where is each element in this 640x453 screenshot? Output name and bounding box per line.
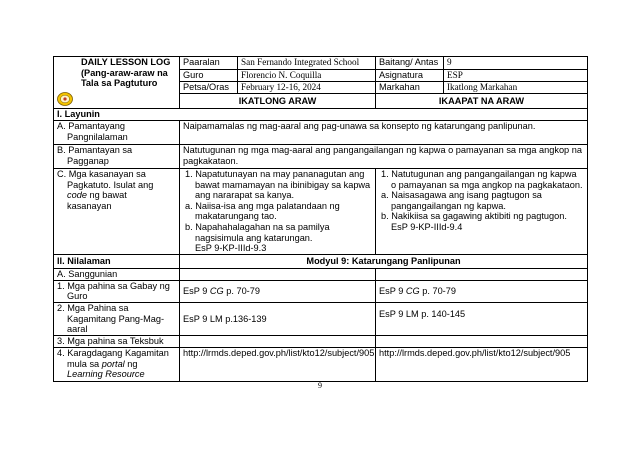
- day4-header: IKAAPAT NA ARAW: [376, 94, 588, 109]
- asignatura-label: Asignatura: [376, 70, 444, 82]
- day4-kasanayan: [376, 169, 588, 255]
- guro-label: Guro: [180, 70, 238, 82]
- modyul-title: Modyul 9: Katarungang Panlipunan: [180, 254, 588, 268]
- karagdagang-kagamitan-label: [54, 347, 180, 381]
- empty-cell: [180, 268, 376, 280]
- label-line: Kagamitang Pang-Mag-: [67, 313, 165, 324]
- page-number: 9: [318, 381, 322, 390]
- day3-lrmds-link[interactable]: http://lrmds.deped.gov.ph/list/kto12/subject/905: [180, 347, 376, 381]
- nilalaman-heading: II. Nilalaman: [54, 254, 180, 268]
- empty-cell: [376, 335, 588, 347]
- ref-suffix: p. 70-79: [419, 286, 456, 297]
- empty-cell: [180, 335, 376, 347]
- objective-item: a. Naisasagawa ang isang pagtugon sa pangangailangan ng kapwa.: [381, 190, 542, 211]
- label-line: Guro: [67, 291, 88, 302]
- label-line: kasanayan: [67, 200, 112, 211]
- markahan-value: Ikatlong Markahan: [444, 82, 588, 94]
- label-line: [57, 359, 176, 370]
- day4-gabay-ng-guro: [376, 280, 588, 302]
- label-line: 4. Karagdagang Kagamitan: [57, 347, 169, 358]
- competency-code: EsP 9-KP-IIId-9.4: [391, 221, 463, 232]
- ref-text: EsP 9 LM p. 140-145: [379, 308, 466, 319]
- portal-emphasis: portal: [101, 358, 125, 369]
- kagamitang-pang-mag-aaral-label: [54, 302, 180, 335]
- label-part: mula sa: [67, 358, 102, 369]
- ref-prefix: EsP 9: [379, 286, 406, 297]
- label-line: 2. Mga Pahina sa: [57, 302, 129, 313]
- kasanayan-sa-pagkatuto-label: [54, 169, 180, 255]
- label-line: Pangnilalaman: [67, 131, 128, 142]
- log-title-line2: (Pang-araw-araw na: [81, 67, 168, 78]
- learning-resource-emphasis: Learning Resource: [67, 369, 145, 380]
- ref-prefix: EsP 9: [183, 286, 210, 297]
- sanggunian-label: A. Sanggunian: [54, 268, 180, 280]
- pamantayang-pangnilalaman-text: Naipamamalas ng mag-aaral ang pag-unawa sa konsepto ng katarungang panlipunan.: [180, 121, 588, 145]
- ref-suffix: p. 70-79: [223, 286, 260, 297]
- asignatura-value: ESP: [444, 70, 588, 82]
- label-line: Pagganap: [67, 155, 109, 166]
- baitang-value: 9: [444, 57, 588, 70]
- label-line: [57, 190, 176, 201]
- day3-header: IKATLONG ARAW: [180, 94, 376, 109]
- log-title-line1: DAILY LESSON LOG: [81, 57, 171, 67]
- label-line: 1. Mga pahina sa Gabay ng: [57, 280, 170, 291]
- label-rest: ng bawat: [86, 190, 127, 201]
- pamantayan-sa-pagganap-label: [54, 145, 180, 169]
- petsa-label: Petsa/Oras: [180, 82, 238, 94]
- ref-emphasis: CG: [209, 286, 224, 297]
- day3-kagamitang-pang-mag-aaral: EsP 9 LM p.136-139: [180, 302, 376, 335]
- label-line: B. Pamantayan sa: [57, 145, 133, 155]
- log-title-line3: Tala sa Pagtuturo: [81, 78, 158, 89]
- label-line: [57, 369, 176, 380]
- gabay-ng-guro-label: [54, 280, 180, 302]
- objective-item: 1. Natutugunan ang pangangailangan ng kapwa o pamayanan sa mga angkop na pagkakataon.: [381, 169, 583, 190]
- daily-lesson-log-table: [53, 56, 588, 382]
- day4-lrmds-link[interactable]: http://lrmds.deped.gov.ph/list/kto12/subject/905: [376, 347, 588, 381]
- objective-item: 1. Napatutunayan na may pananagutan ang bawat mamamayan na ibinibigay sa kapwa ang nararapat sa kanya.: [185, 169, 371, 201]
- markahan-label: Markahan: [376, 82, 444, 94]
- log-title-cell: [54, 57, 180, 109]
- day4-kagamitang-pang-mag-aaral: [376, 302, 588, 335]
- objective-item: a. Naiisa-isa ang mga palatandaan ng makatarungang tao.: [185, 200, 340, 222]
- text-line: Natutugunan ng mga mag-aaral ang pangangailangan ng kapwa o pamayanan sa mga angkop na: [183, 145, 582, 155]
- layunin-heading: I. Layunin: [54, 109, 588, 121]
- label-line: Pagkatuto. Isulat ang: [67, 179, 154, 190]
- baitang-label: Baitang/ Antas: [376, 57, 444, 70]
- label-line: A. Pamantayang: [57, 121, 125, 131]
- pamantayan-sa-pagganap-text: [180, 145, 588, 169]
- empty-cell: [376, 268, 588, 280]
- teksbuk-label: 3. Mga pahina sa Teksbuk: [54, 335, 180, 347]
- guro-value: Florencio N. Coquilla: [238, 70, 376, 82]
- day3-kasanayan: [180, 169, 376, 255]
- text-line: pagkakataon.: [183, 155, 239, 166]
- label-line: C. Mga kasanayan sa: [57, 169, 146, 179]
- pamantayang-pangnilalaman-label: [54, 121, 180, 145]
- label-line: aaral: [67, 324, 88, 335]
- paaralan-value: San Fernando Integrated School: [238, 57, 376, 70]
- competency-code: EsP 9-KP-IIId-9.3: [195, 243, 267, 254]
- deped-seal-icon: [57, 92, 73, 106]
- petsa-value: February 12-16, 2024: [238, 82, 376, 94]
- ref-emphasis: CG: [405, 286, 420, 297]
- label-part: ng: [124, 358, 138, 369]
- paaralan-label: Paaralan: [180, 57, 238, 70]
- code-emphasis: code: [67, 190, 87, 201]
- day3-gabay-ng-guro: [180, 280, 376, 302]
- objective-item: b. Nakikiisa sa gagawing aktibiti ng pagtugon.: [381, 211, 567, 222]
- objective-item: b. Napahahalagahan na sa pamilya nagsisimula ang katarungan.: [185, 221, 330, 243]
